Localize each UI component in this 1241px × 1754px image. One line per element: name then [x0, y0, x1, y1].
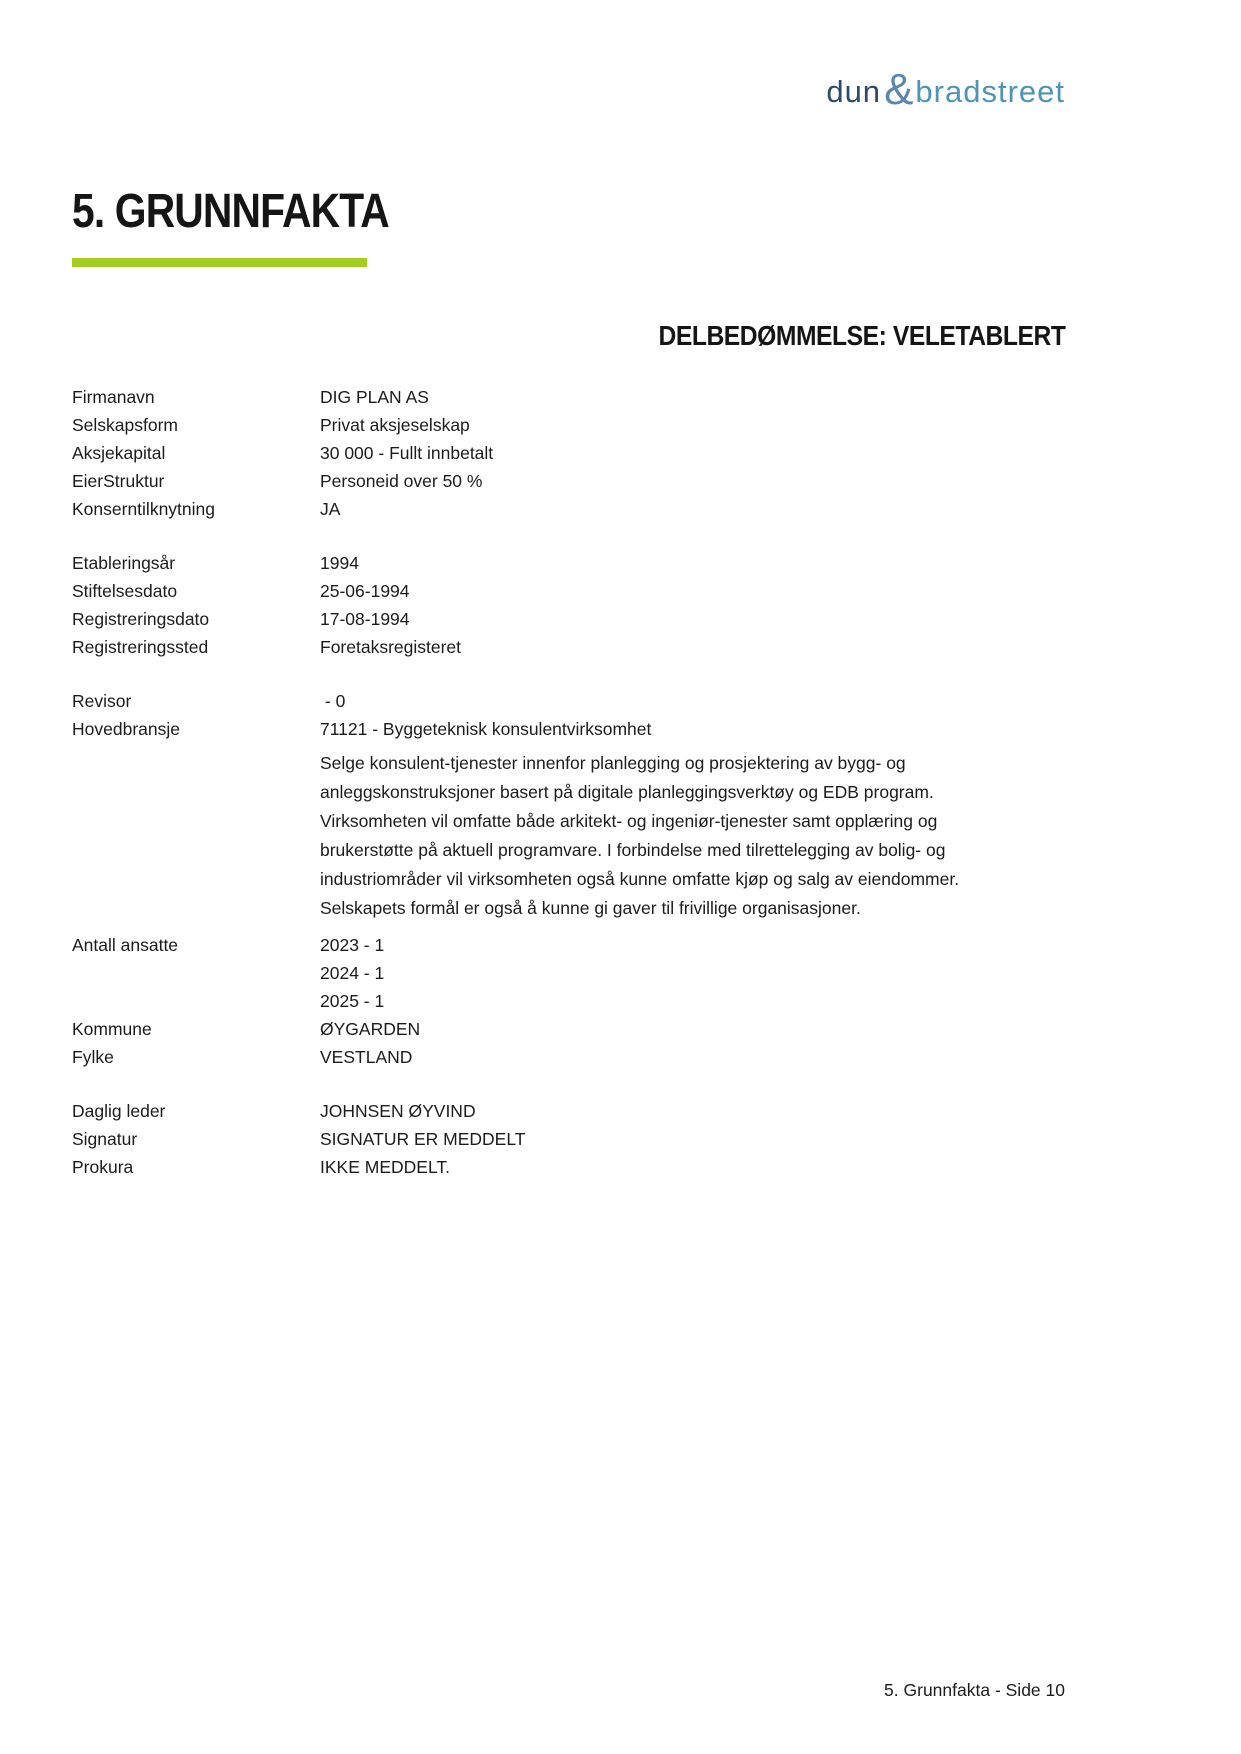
- fact-value: 1994: [320, 553, 359, 573]
- fact-row: [72, 687, 992, 715]
- employees-value-year: 2023 - 1: [320, 935, 385, 955]
- fact-label: Signatur: [72, 1129, 138, 1149]
- fact-value: SIGNATUR ER MEDDELT: [320, 1129, 526, 1149]
- fact-row: [72, 467, 992, 495]
- management-group: [72, 1097, 992, 1181]
- fact-value: ØYGARDEN: [320, 1019, 421, 1039]
- fact-value: Privat aksjeselskap: [320, 415, 470, 435]
- fact-label: Daglig leder: [72, 1101, 166, 1121]
- dun-and-bradstreet-logo: [826, 64, 1065, 114]
- fact-value: - 0: [320, 691, 346, 711]
- logo-text-dun: dun: [826, 74, 882, 109]
- fact-label: Aksjekapital: [72, 443, 166, 463]
- fact-label: Revisor: [72, 691, 132, 711]
- fact-row: [72, 1153, 992, 1181]
- fact-row: [72, 1125, 992, 1153]
- fact-label: Firmanavn: [72, 387, 155, 407]
- fact-label: Kommune: [72, 1019, 152, 1039]
- title-accent-rule: [72, 258, 367, 267]
- facts-section: [72, 383, 992, 1181]
- fact-value: 30 000 - Fullt innbetalt: [320, 443, 494, 463]
- fact-value: DIG PLAN AS: [320, 387, 429, 407]
- fact-row: [72, 549, 992, 577]
- fact-value: 17-08-1994: [320, 609, 410, 629]
- fact-row: [72, 1097, 992, 1125]
- fact-value: IKKE MEDDELT.: [320, 1157, 450, 1177]
- fact-label: Konserntilknytning: [72, 499, 215, 519]
- employees-values: [320, 931, 384, 1015]
- sub-rating-heading: DELBEDØMMELSE: VELETABLERT: [658, 320, 1065, 351]
- fact-row: [72, 1015, 992, 1043]
- logo-ampersand-icon: &: [884, 64, 915, 114]
- fact-value: Foretaksregisteret: [320, 637, 462, 657]
- employees-value-year: 2025 - 1: [320, 991, 385, 1011]
- fact-row: [72, 1043, 992, 1071]
- fact-value: JOHNSEN ØYVIND: [320, 1101, 476, 1121]
- fact-row: [72, 411, 992, 439]
- fact-row: [72, 383, 992, 411]
- fact-value: Personeid over 50 %: [320, 471, 483, 491]
- page-footer-label: 5. Grunnfakta - Side 10: [884, 1680, 1065, 1700]
- fact-label: Registreringssted: [72, 637, 209, 657]
- fact-label: Fylke: [72, 1047, 114, 1067]
- fact-value: VESTLAND: [320, 1047, 413, 1067]
- page-title: 5. GRUNNFAKTA: [72, 185, 389, 238]
- fact-label: Hovedbransje: [72, 719, 180, 739]
- business-group: [72, 687, 992, 1071]
- registration-group: [72, 549, 992, 661]
- business-description: Selge konsulent-tjenester innenfor planlegging og prosjektering av bygg- og anleggskonstruksjoner basert på digitale planleggingsverktøy og EDB program. Virksomheten vil omfatte både arkitekt- og ingeniør-tjenester samt opplæring og brukerstøtte på aktuell programvare. I forbindelse med tilrettelegging av bolig- og industriområder vil virksomheten også kunne omfatte kjøp og salg av eiendommer. Selskapets formål er også å kunne gi gaver til frivillige organisasjoner.: [320, 753, 960, 918]
- logo-text-bradstreet: bradstreet: [915, 74, 1065, 109]
- employees-value-year: 2024 - 1: [320, 963, 385, 983]
- fact-row: [72, 633, 992, 661]
- fact-row: [72, 495, 992, 523]
- fact-label: Etableringsår: [72, 553, 176, 573]
- fact-row: [72, 715, 992, 743]
- fact-label: Selskapsform: [72, 415, 179, 435]
- fact-label: Stiftelsesdato: [72, 581, 178, 601]
- fact-value: 71121 - Byggeteknisk konsulentvirksomhet: [320, 719, 652, 739]
- fact-label: Registreringsdato: [72, 609, 210, 629]
- company-group: [72, 383, 992, 523]
- fact-label: EierStruktur: [72, 471, 165, 491]
- fact-row: [72, 577, 992, 605]
- employees-row: [72, 931, 992, 1015]
- fact-value: 25-06-1994: [320, 581, 410, 601]
- fact-row: [72, 605, 992, 633]
- fact-label: Antall ansatte: [72, 935, 179, 955]
- fact-row: [72, 439, 992, 467]
- fact-value: JA: [320, 499, 341, 519]
- fact-label: Prokura: [72, 1157, 134, 1177]
